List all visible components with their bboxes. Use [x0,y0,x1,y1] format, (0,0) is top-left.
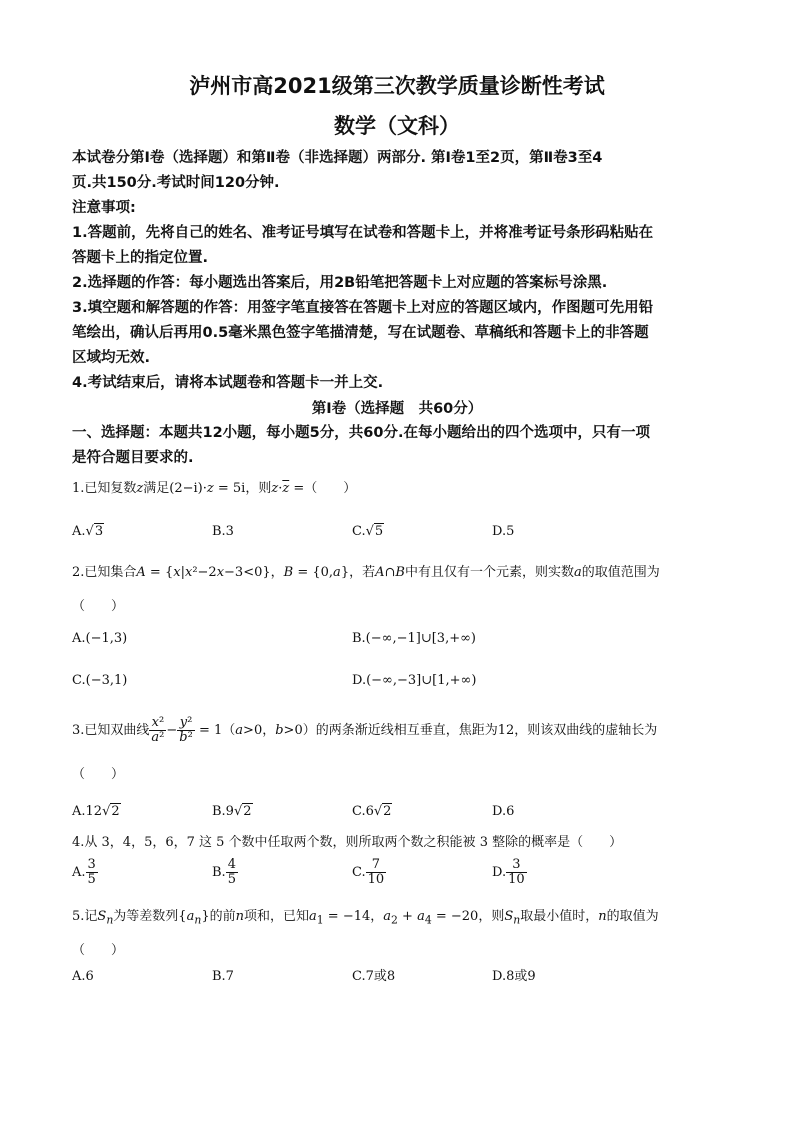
q3-frac-x: $\frac{\text{x²}}{\text{a²}}$ [151,715,165,745]
q3-paren: （ ） [72,767,125,782]
q2-paren: （ ） [72,599,125,614]
q5-option-d: D.8或9 [492,969,536,984]
question-3: 3.已知双曲线 $\frac{\text{x²}}{\text{a²}}$ − $\frac{\text{y²}}{\text{b²}}$ = 1（a>0，b>0）的两条渐近线相互垂直，焦距为12，则该双曲线的虚轴长为 [72,715,658,745]
section-heading: 第Ⅰ卷（选择题 共60分） [311,401,483,417]
q2-option-d: D.(−∞,−3]∪[1,+∞) [352,673,477,688]
q4-option-b: B. $\frac{4}{5}$ [212,857,236,887]
q4-option-a: A. $\frac{3}{5}$ [72,857,96,887]
q5-option-b: B.7 [212,969,234,984]
section-instruction-line-1: 一、选择题：本题共12小题，每小题5分，共60分.在每小题给出的四个选项中，只有一项 [72,425,650,441]
note-1-line-1: 1.答题前，先将自己的姓名、准考证号填写在试卷和答题卡上，并将准考证号条形码粘贴在 [72,225,654,241]
q5-option-c: C.7或8 [352,969,396,984]
note-4: 4.考试结束后，请将本试题卷和答题卡一并上交. [72,375,384,391]
q3-option-a: A.12√2 [72,804,120,819]
note-3-line-2: 笔绘出，确认后再用0.5毫米黑色签字笔描清楚，写在试题卷、草稿纸和答题卡上的非答题 [72,325,649,341]
q1-option-c: C.√5 [352,524,384,539]
note-3-line-1: 3.填空题和解答题的作答：用签字笔直接答在答题卡上对应的答题区域内，作图题可先用铅 [72,300,654,316]
question-5: 5.记$S_n$为等差数列$\{a_n\}$的前n项和，已知$a_1 = -14$，$a_2 + a_4 = -20$，则$S_n$取最小值时，n的取值为 [72,909,659,927]
q5-option-a: A.6 [72,969,94,984]
note-2: 2.选择题的作答：每小题选出答案后，用2B铅笔把答题卡上对应题的答案标号涂黑. [72,275,608,291]
notes-heading: 注意事项: [72,200,136,216]
exam-subtitle: 数学（文科） [334,114,460,138]
q2-option-b: B.(−∞,−1]∪[3,+∞) [352,631,477,646]
intro-line-1: 本试卷分第Ⅰ卷（选择题）和第Ⅱ卷（非选择题）两部分. 第Ⅰ卷1至2页，第Ⅱ卷3至4 [72,150,603,166]
q3-frac-y: $\frac{\text{y²}}{\text{b²}}$ [179,715,193,745]
q1-option-b: B.3 [212,524,234,539]
q5-paren: （ ） [72,943,125,958]
section-instruction-line-2: 是符合题目要求的. [72,450,194,466]
note-1-line-2: 答题卡上的指定位置. [72,250,209,266]
q4-option-c: C. $\frac{7}{10}$ [352,857,385,887]
question-1: 1.已知复数z满足(2−i)·z = 5i，则$z\cdot\overline{z}$ =（ ） [72,481,357,496]
question-4: 4.从 3，4，5，6，7 这 5 个数中任取两个数，则所取两个数之积能被 3 整除的概率是（ ） [72,835,623,850]
note-3-line-3: 区域均无效. [72,350,151,366]
question-2: 2.已知集合A = {x|x²−2x−3<0}，B = {0,a}，若A∩B中有且仅有一个元素，则实数a的取值范围为 [72,565,660,580]
q3-option-d: D.6 [492,804,515,819]
intro-line-2: 页.共150分.考试时间120分钟. [72,175,280,191]
exam-title: 泸州市高2021级第三次教学质量诊断性考试 [189,74,605,98]
q3-option-b: B.9√2 [212,804,252,819]
q1-option-a: A.√3 [72,524,104,539]
q2-option-a: A.(−1,3) [72,631,128,646]
q1-option-d: D.5 [492,524,515,539]
q4-option-d: D. $\frac{3}{10}$ [492,857,525,887]
q2-option-c: C.(−3,1) [72,673,128,688]
q3-option-c: C.6√2 [352,804,392,819]
